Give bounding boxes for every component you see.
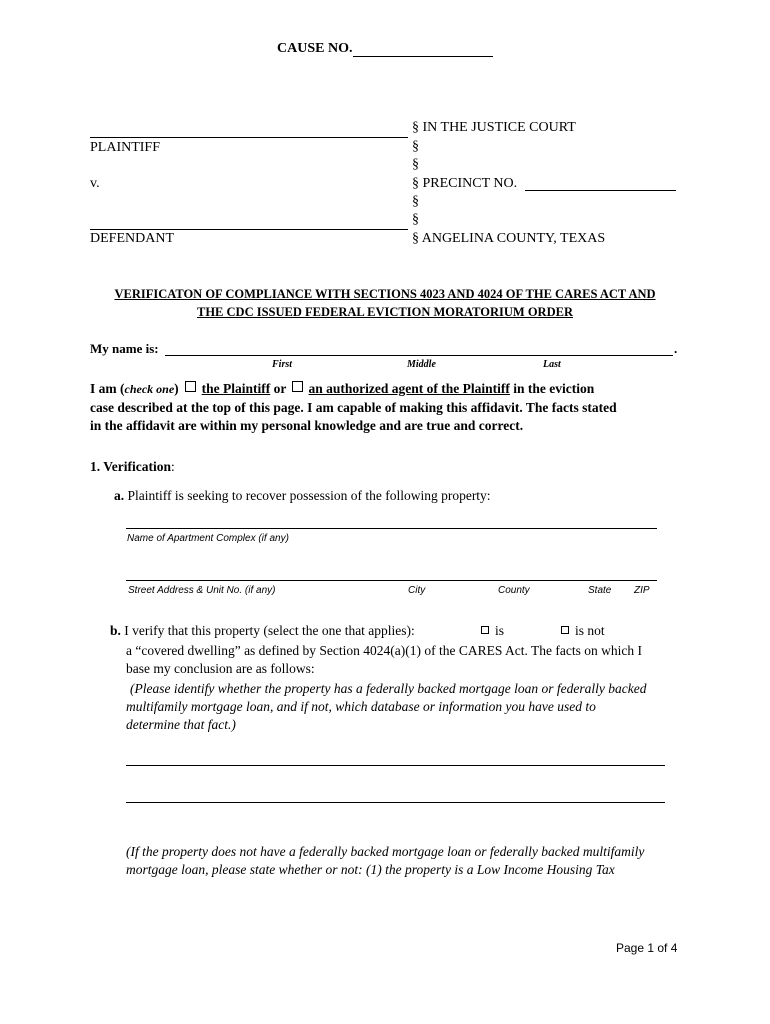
facts-line-1[interactable]	[126, 765, 665, 766]
court-line-precinct: § PRECINCT NO.	[412, 176, 518, 191]
my-name-period: .	[674, 341, 678, 356]
title-line-2: THE CDC ISSUED FEDERAL EVICTION MORATORIUM ORDER	[197, 305, 573, 319]
agent-option-label: an authorized agent of the Plaintiff	[308, 381, 510, 396]
instruction-1-line-1: (Please identify whether the property has a federally backed mortgage loan or federally backed	[130, 681, 647, 696]
item-b-line	[110, 622, 415, 640]
verification-heading	[90, 458, 175, 476]
instruction-1-line-3: determine that fact.)	[126, 717, 236, 732]
state-caption: State	[588, 585, 612, 596]
i-am-line-3: in the affidavit are within my personal knowledge and are true and correct.	[90, 418, 524, 433]
verification-number: 1.	[90, 459, 101, 474]
i-am-close-paren: )	[174, 381, 179, 396]
page-number: Page 1 of 4	[616, 941, 678, 955]
i-am-suffix: in the eviction	[509, 381, 595, 396]
cause-no-label: CAUSE NO.	[277, 41, 353, 56]
defendant-label: DEFENDANT	[90, 231, 174, 246]
defendant-name-field[interactable]	[90, 229, 408, 230]
check-one-text: check one	[124, 382, 175, 396]
my-name-field[interactable]	[165, 355, 673, 356]
facts-line-2[interactable]	[126, 802, 665, 803]
court-line-2: §	[412, 139, 419, 154]
item-b-text: I verify that this property (select the one that applies):	[120, 623, 415, 638]
court-line-1: § IN THE JUSTICE COURT	[412, 120, 576, 135]
item-a-label: a.	[114, 488, 125, 503]
agent-checkbox[interactable]	[292, 381, 303, 392]
instruction-1-line-2: multifamily mortgage loan, and if not, which database or information you have used to	[126, 699, 596, 714]
i-am-line-2: case described at the top of this page. I am capable of making this affidavit. The facts stated	[90, 400, 617, 415]
plaintiff-option-label: the Plaintiff	[201, 381, 271, 396]
city-caption: City	[408, 585, 426, 596]
address-field[interactable]	[126, 580, 657, 581]
apartment-name-field[interactable]	[126, 528, 657, 529]
plaintiff-checkbox[interactable]	[185, 381, 196, 392]
court-line-3: §	[412, 157, 419, 172]
county-caption: County	[498, 585, 530, 596]
court-line-6: §	[412, 212, 419, 227]
item-b-label: b.	[110, 623, 121, 638]
plaintiff-label: PLAINTIFF	[90, 140, 161, 155]
last-name-caption: Last	[543, 359, 561, 370]
is-not-label: is not	[575, 623, 605, 638]
zip-caption: ZIP	[634, 585, 650, 596]
or-text: or	[270, 381, 290, 396]
item-a-line	[114, 487, 491, 505]
is-checkbox[interactable]	[481, 626, 489, 634]
first-name-caption: First	[272, 359, 293, 370]
cause-no-field[interactable]	[353, 56, 493, 57]
is-label: is	[495, 623, 505, 638]
middle-name-caption: Middle	[407, 359, 436, 370]
instruction-2-line-1: (If the property does not have a federally backed mortgage loan or federally backed multifamily	[126, 844, 645, 859]
item-a-text: Plaintiff is seeking to recover possession of the following property:	[124, 488, 491, 503]
i-am-prefix: I am (	[90, 381, 125, 396]
precinct-no-field[interactable]	[525, 190, 676, 191]
plaintiff-name-field[interactable]	[90, 137, 408, 138]
street-caption: Street Address & Unit No. (if any)	[128, 585, 276, 596]
is-not-checkbox[interactable]	[561, 626, 569, 634]
i-am-line	[90, 380, 594, 398]
title-line-1: VERIFICATON OF COMPLIANCE WITH SECTIONS 4023 AND 4024 OF THE CARES ACT AND	[114, 287, 656, 301]
item-b-line-2: a “covered dwelling” as defined by Section 4024(a)(1) of the CARES Act. The facts on which I	[126, 643, 642, 658]
item-b-line-3: base my conclusion are as follows:	[126, 661, 315, 676]
is-not-option[interactable]	[561, 622, 605, 640]
versus-label: v.	[90, 176, 100, 191]
apartment-name-caption: Name of Apartment Complex (if any)	[127, 533, 289, 544]
court-line-county: § ANGELINA COUNTY, TEXAS	[412, 231, 606, 246]
my-name-label: My name is:	[90, 341, 159, 356]
court-line-5: §	[412, 194, 419, 209]
verification-title: Verification	[100, 459, 171, 474]
verification-colon: :	[171, 459, 175, 474]
instruction-2-line-2: mortgage loan, please state whether or not: (1) the property is a Low Income Housing Tax	[126, 862, 615, 877]
is-option[interactable]	[481, 622, 504, 640]
